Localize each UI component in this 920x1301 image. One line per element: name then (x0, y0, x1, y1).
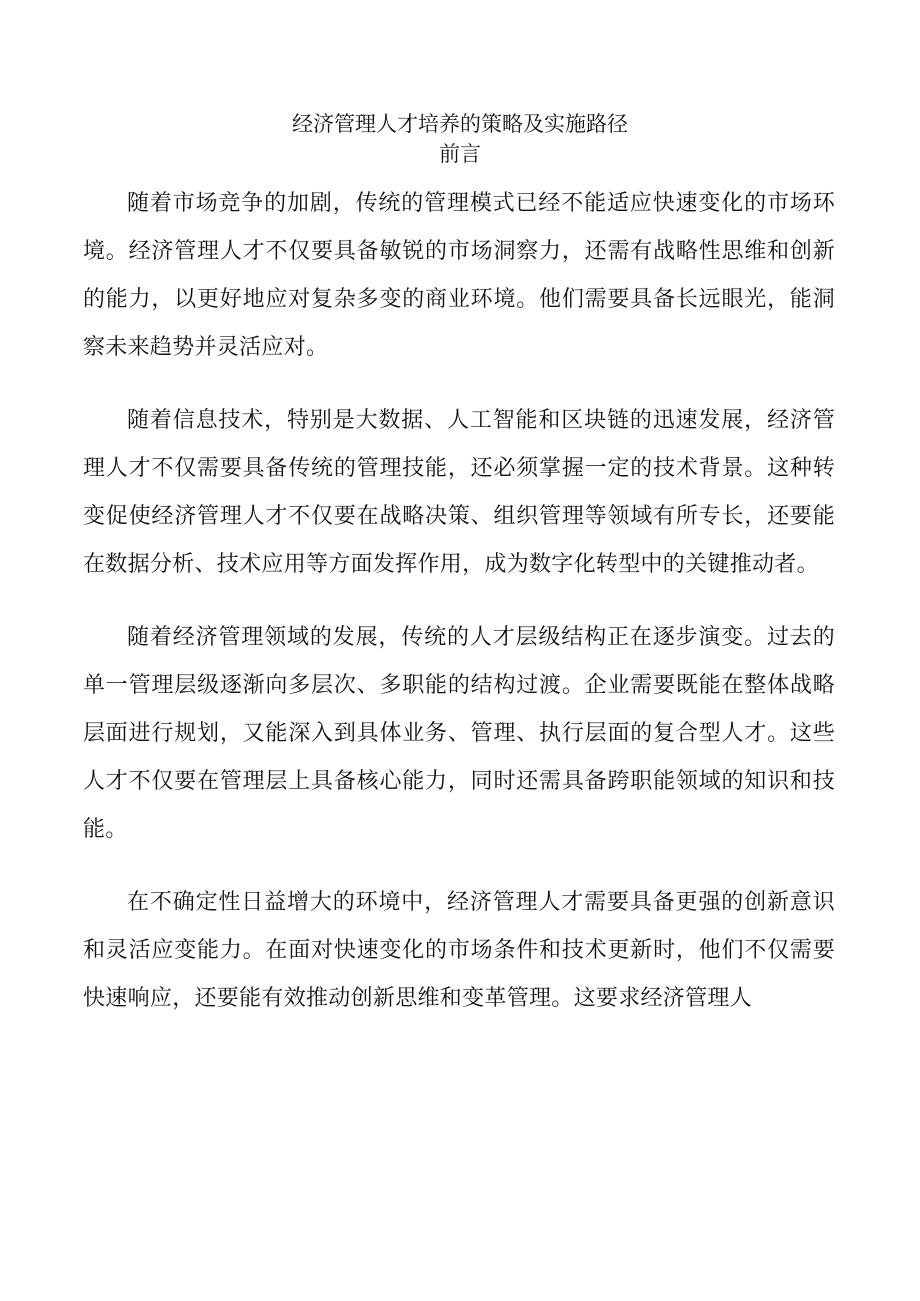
paragraph: 在不确定性日益增大的环境中，经济管理人才需要具备更强的创新意识和灵活应变能力。在面对快速变化的市场条件和技术更新时，他们不仅需要快速响应，还要能有效推动创新思维和变革管理。这要求经济管理人 (83, 890, 835, 1011)
paragraph: 随着经济管理领域的发展，传统的人才层级结构正在逐步演变。过去的单一管理层级逐渐向多层次、多职能的结构过渡。企业需要既能在整体战略层面进行规划，又能深入到具体业务、管理、执行层面的复合型人才。这些人才不仅要在管理层上具备核心能力，同时还需具备跨职能领域的知识和技能。 (83, 625, 835, 842)
paragraph: 随着信息技术，特别是大数据、人工智能和区块链的迅速发展，经济管理人才不仅需要具备传统的管理技能，还必须掌握一定的技术背景。这种转变促使经济管理人才不仅要在战略决策、组织管理等领域有所专长，还要能在数据分析、技术应用等方面发挥作用，成为数字化转型中的关键推动者。 (83, 408, 835, 577)
document-title: 经济管理人才培养的策略及实施路径 (292, 112, 628, 136)
paragraph: 随着市场竞争的加剧，传统的管理模式已经不能适应快速变化的市场环境。经济管理人才不仅要具备敏锐的市场洞察力，还需有战略性思维和创新的能力，以更好地应对复杂多变的商业环境。他们需要具备长远眼光，能洞察未来趋势并灵活应对。 (83, 191, 835, 360)
section-heading: 前言 (439, 142, 481, 166)
document-body (83, 180, 835, 1048)
